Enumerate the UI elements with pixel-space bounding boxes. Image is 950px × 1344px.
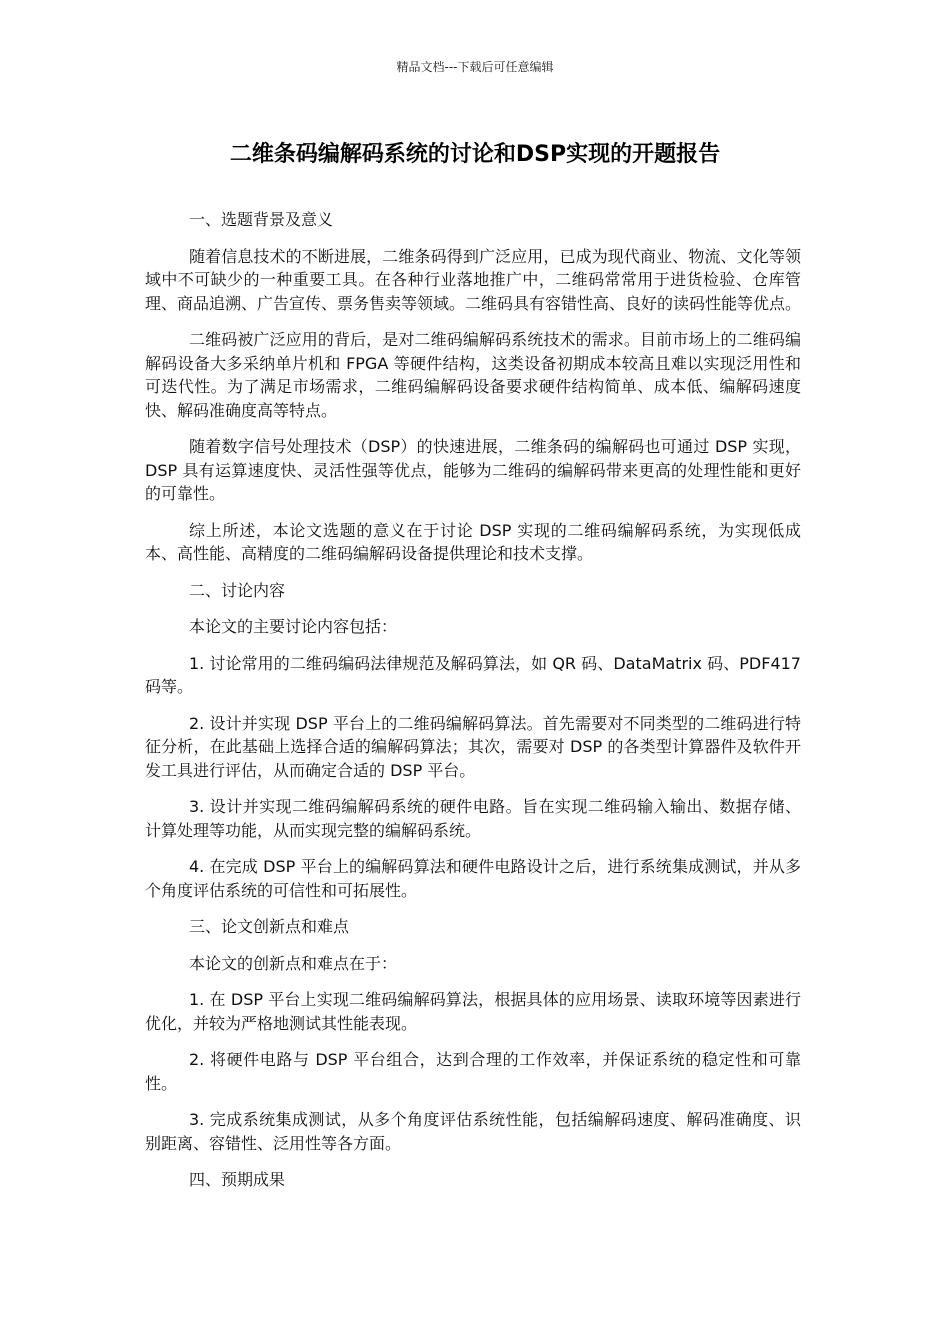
paragraph: 综上所述，本论文选题的意义在于讨论 DSP 实现的二维码编解码系统，为实现低成本、高性能、高精度的二维码编解码设备提供理论和技术支撑。: [145, 520, 801, 563]
section-heading-content: 二、讨论内容: [189, 580, 286, 600]
paragraph: 本论文的创新点和难点在于：: [189, 953, 398, 973]
paragraph: 本论文的主要讨论内容包括：: [189, 617, 398, 636]
list-item: 1. 讨论常用的二维码编码法律规范及解码算法，如 QR 码、DataMatrix 码、PDF417 码等。: [145, 653, 801, 696]
paragraph: 随着信息技术的不断进展，二维条码得到广泛应用，已成为现代商业、物流、文化等领域中不可缺少的一种重要工具。在各种行业落地推广中，二维码常常用于进货检验、仓库管理、商品追溯、广告宣传、票务售卖等领域。二维码具有容错性高、良好的读码性能等优点。: [145, 246, 802, 313]
list-item: 2. 设计并实现 DSP 平台上的二维码编解码算法。首先需要对不同类型的二维码进行特征分析，在此基础上选择合适的编解码算法；其次，需要对 DSP 的各类型计算器件及软件开发工具进行评估，从而确定合适的 DSP 平台。: [145, 713, 801, 780]
list-item: 3. 完成系统集成测试，从多个角度评估系统性能，包括编解码速度、解码准确度、识别距离、容错性、泛用性等各方面。: [145, 1110, 801, 1153]
paragraph: 二维码被广泛应用的背后，是对二维码编解码系统技术的需求。目前市场上的二维码编解码设备大多采纳单片机和 FPGA 等硬件结构，这类设备初期成本较高且难以实现泛用性和可迭代性。为了满足市场需求，二维码编解码设备要求硬件结构简单、成本低、编解码速度快、解码准确度高等特点。: [145, 330, 801, 420]
list-item: 2. 将硬件电路与 DSP 平台组合，达到合理的工作效率，并保证系统的稳定性和可靠性。: [145, 1050, 801, 1093]
document-body: [145, 208, 801, 1205]
section-heading-innovation: 三、论文创新点和难点: [189, 917, 350, 936]
section-heading-outcomes: 四、预期成果: [189, 1170, 286, 1189]
list-item: 3. 设计并实现二维码编解码系统的硬件电路。旨在实现二维码输入输出、数据存储、计算处理等功能，从而实现完整的编解码系统。: [145, 797, 801, 840]
list-item: 1. 在 DSP 平台上实现二维码编解码算法，根据具体的应用场景、读取环境等因素进行优化，并较为严格地测试其性能表现。: [145, 990, 801, 1033]
header-note: 精品文档---下载后可任意编辑: [396, 60, 554, 74]
paragraph: 随着数字信号处理技术（DSP）的快速进展，二维条码的编解码也可通过 DSP 实现，DSP 具有运算速度快、灵活性强等优点，能够为二维码的编解码带来更高的处理性能和更好的可靠性。: [145, 437, 801, 503]
page-title: 二维条码编解码系统的讨论和DSP实现的开题报告: [229, 142, 721, 167]
section-heading-background: 一、选题背景及意义: [189, 210, 334, 229]
list-item: 4. 在完成 DSP 平台上的编解码算法和硬件电路设计之后，进行系统集成测试，并从多个角度评估系统的可信性和可拓展性。: [145, 857, 801, 900]
